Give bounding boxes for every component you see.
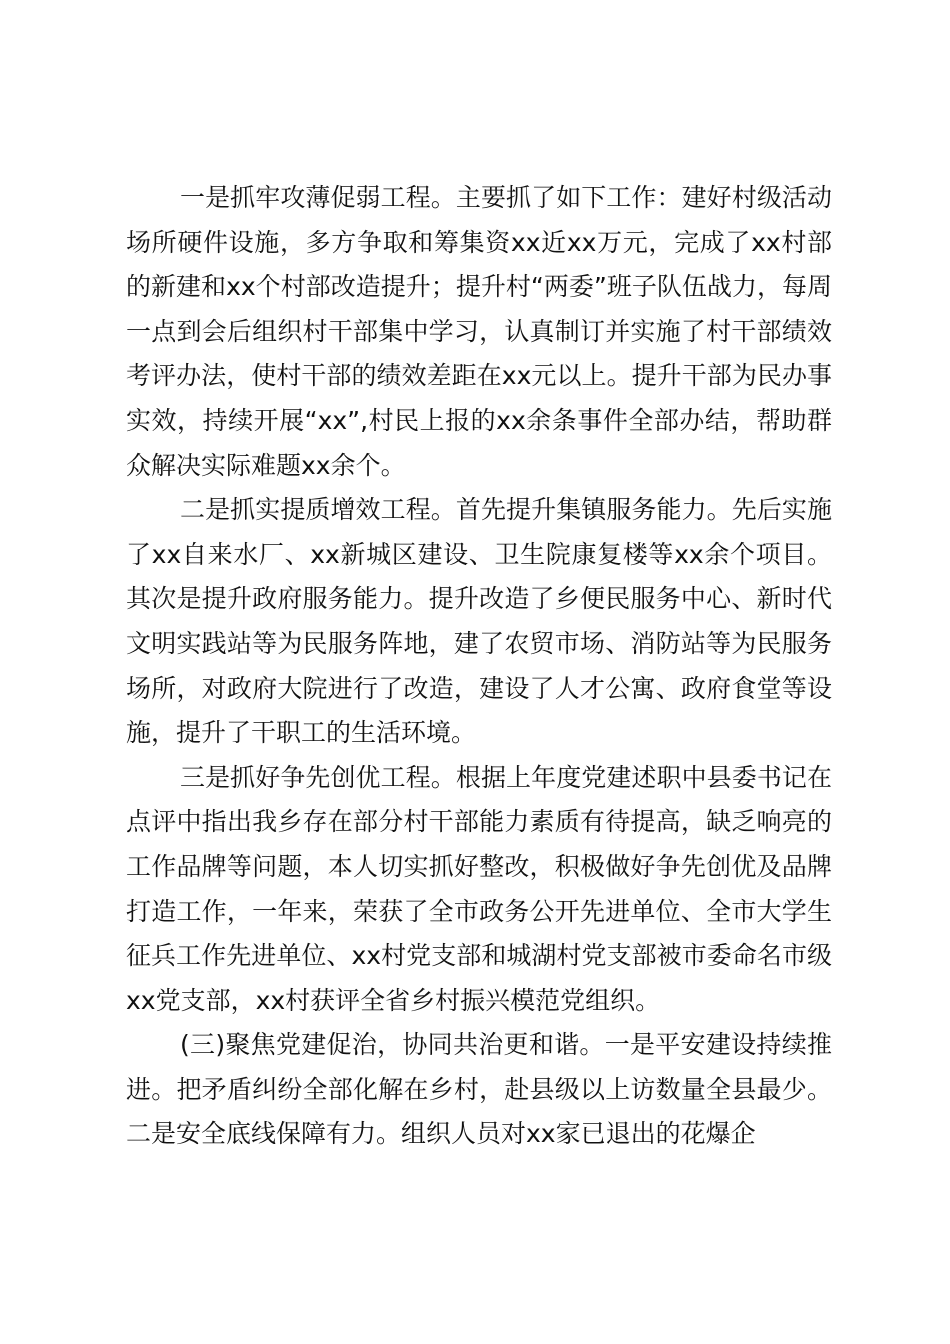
paragraph-4: (三)聚焦党建促治，协同共治更和谐。一是平安建设持续推进。把矛盾纠纷全部化解在乡村，赴县级以上访数量全县最少。二是安全底线保障有力。组织人员对xx家已退出的花爆企 [126,1030,832,1149]
paragraph-1: 一是抓牢攻薄促弱工程。主要抓了如下工作：建好村级活动场所硬件设施，多方争取和筹集资xx近xx万元，完成了xx村部的新建和xx个村部改造提升；提升村“两委”班子队伍战力，每周一点到会后组织村干部集中学习，认真制订并实施了村干部绩效考评办法，使村干部的绩效差距在xx元以上。提升干部为民办事实效，持续开展“xx”,村民上报的xx余条事件全部办结，帮助群众解决实际难题xx余个。 [126,183,832,480]
paragraph-3: 三是抓好争先创优工程。根据上年度党建述职中县委书记在点评中指出我乡存在部分村干部能力素质有待提高，缺乏响亮的工作品牌等问题，本人切实抓好整改，积极做好争先创优及品牌打造工作，一年来，荣获了全市政务公开先进单位、全市大学生征兵工作先进单位、xx村党支部和城湖村党支部被市委命名市级xx党支部，xx村获评全省乡村振兴模范党组织。 [126,762,832,1015]
paragraph-2: 二是抓实提质增效工程。首先提升集镇服务能力。先后实施了xx自来水厂、xx新城区建设、卫生院康复楼等xx余个项目。其次是提升政府服务能力。提升改造了乡便民服务中心、新时代文明实践站等为民服务阵地，建了农贸市场、消防站等为民服务场所，对政府大院进行了改造，建设了人才公寓、政府食堂等设施，提升了干职工的生活环境。 [126,495,832,748]
document-body [126,176,832,1157]
